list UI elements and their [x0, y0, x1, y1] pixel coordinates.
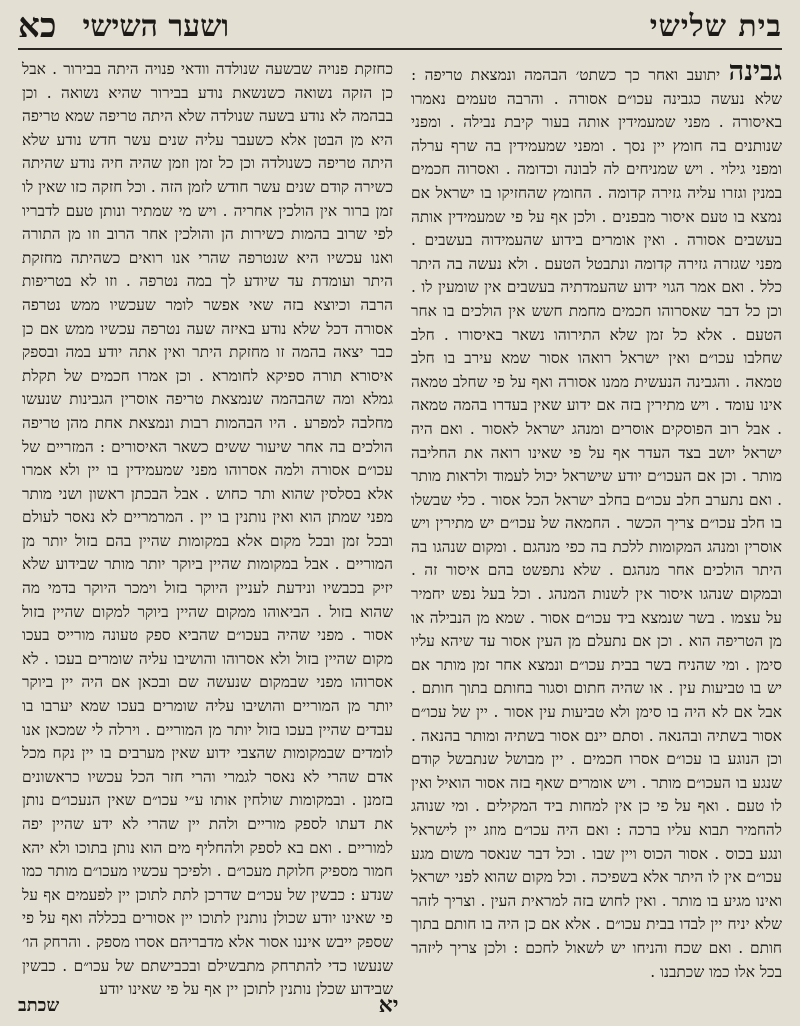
folio-number: כא: [18, 6, 57, 46]
running-head-left-group: [18, 6, 229, 46]
lead-word: גבינה: [728, 56, 782, 87]
column-right: [411, 58, 782, 986]
column-left: [22, 58, 393, 999]
text-columns: [22, 56, 782, 999]
catchword: שכתב: [18, 994, 60, 1016]
column-right-text: יתועב ואחר כך כשתט׳ הבהמה ונמצאת טריפה : שלא נעשה כגבינה עכו״ם אסורה . והרבה טעמים נאמרו באיסורה . מפני שמעמידין אותה בעור קיבת נבילה . ומפני שנותנים בה חומץ יין נסך . ומפני שמעמידין בה שרף ערלה ומפני גילוי . ויש שמניחים לה לבונה וכדומה . ואסרוה חכמים במנין וגזרו עליה גזירה קדומה . החומץ שהחזיקו בו ישראל אם נמצא בו טעם איסור מבפנים . ולכן אף על פי שמעמידין אותה בעשבים אסורה . ואין אומרים בידוע שהעמידוה בעשבים . מפני שגזרה גזירה קדומה ונתבטל הטעם . ולא נעשה בה היתר כלל . ואם אמר הגוי ידוע שהעמדתיה בעשבים אין שומעין לו . וכן כל דבר שאסרוהו חכמים מחמת חשש אין הולכים בו אחר הטעם . אלא כל זמן שלא התירוהו נשאר באיסורו . חלב שחלבו עכו״ם ואין ישראל רואהו אסור שמא עירב בו חלב טמאה . והגבינה הנעשית ממנו אסורה ואף על פי שחלב טמאה אינו עומד . ויש מתירין בזה אם ידוע שאין בעדרו בהמה טמאה . אבל רוב הפוסקים אוסרים ומנהג ישראל לאסור . ואם היה ישראל יושב בצד העדר אף על פי שאינו רואה את החליבה מותר . וכן אם העכו״ם יודע שישראל יכול לעמוד ולראות מותר . ואם נתערב חלב עכו״ם בחלב ישראל הכל אסור . כלי שבשלו בו חלב עכו״ם צריך הכשר . החמאה של עכו״ם יש מתירין ויש אוסרין ומנהג המקומות ללכת בה כפי מנהגם . ומקום שנהגו בה היתר הולכים אחר מנהגם . שלא נתפשט בהם איסור זה . ובמקום שנהגו איסור אין לשנות המנהג . וכל בעל נפש יחמיר על עצמו . בשר שנמצא ביד עכו״ם אסור . שמא מן הנבילה או מן הטריפה הוא . וכן אם נתעלם מן העין אסור עד שיהא עליו סימן . ומי שהניח בשר בבית עכו״ם ונמצא אחר זמן מותר אם יש בו טביעות עין . או שהיה חתום וסגור בחותם בתוך חותם . אבל אם לא היה בו סימן ולא טביעות עין אסור . יין של עכו״ם אסור בשתיה ובהנאה . וסתם יינם אסור בשתיה ומותר בהנאה . וכן הנוגע בו עכו״ם אסרו חכמים . יין מבושל שנתבשל קודם שנגע בו העכו״ם מותר . ויש אומרים שאף בזה אסור הואיל ואין לו טעם . ואף על פי כן אין למחות ביד המקילים . ומי שנוהג להחמיר תבוא עליו ברכה : ואם היה עכו״ם מוזג יין לישראל ונגע בכוס . אסור הכוס ויין שבו . וכל דבר שנאסר משום מגע עכו״ם אין לו היתר אלא בשפיכה . וכל מקום שהוא לפני ישראל ואינו מגיע בו מותר . ואין לחוש בזה למראית העין . וצריך לזהר שלא יניח יין לבדו בבית עכו״ם . אלא אם כן היה בו חותם בתוך חותם . ואם שכח והניחו יש לשאול לחכם : ולכן צריך ליזהר בכל אלו כמו שכתבנו .: [411, 66, 782, 981]
running-head-left: ושער השישי: [82, 8, 229, 44]
column-left-text: כחזקת פנויה שבשעה שנולדה וודאי פנויה היתה בבירור . אבל כן הזקה נשואה כשנשאת נודע בבירור שהיא נשואה . וכן בבהמה לא נודע בשעה שנולדה שלא היתה טריפה שמא טריפה היא מן הבטן אלא כשעבר עליה שנים עשר חדש נודע שלא היתה טריפה כשנולדה וכן כל זמן וזמן שהיה חיה נודע שהיתה כשירה קודם שנים עשר חודש לזמן הזה . וכל חזקה כזו שאין לו זמן ברור אין הולכין אחריה . ויש מי שמתיר ונותן טעם לדבריו לפי שרוב בהמות כשירות הן והולכין אחר הרוב וזו מן התורה ואנו עכשיו היא שנטרפה שהרי אנו רואים כשהיתה מחזקת היתר ועומדת עד שיודע לך במה נטרפה . וזו לא בטריפות הרבה וכיוצא בזה שאי אפשר לומר שעכשיו ממש נטרפה אסורה דכל שלא נודע באיזה שעה נטרפה עכשיו ממש אם כן כבר יצאה בהמה זו מחזקת היתר ואין אתה יודע במה ובספק איסורא תורה ספיקא לחומרא . וכן אמרו חכמים של תקלת גמלא ומה שהבהמה שנמצאת טריפה אוסרין הגבינות שנעשו מחלבה למפרע . היו הבהמות רבות ונמצאת אחת מהן טריפה הולכים בה אחר שיעור ששים כשאר האיסורים : המזריים של עכו״ם אסורה ולמה אסרוהו מפני שמעמידין בו יין ולא אמרו אלא בסלסין שהוא ותר כחוש . אבל הבכתן ראשון ושני מותר מפני שמתן הוא ואין נותנין בו יין . המרמריים לא נאסר לעולם ובכל זמן ובכל מקום אלא במקומות שהיין בהם בזול יותר מן המוריים . אבל במקומות שהיין ביוקר יותר מותר שבידוע שלא יזיק בכבשיו ונידעת לעניין היוקר בזול וימכר היוקר בדמי מה שהוא בזול . הביאוהו ממקום שהיין ביוקר למקום שהיין בזול אסור . מפני שהיה בעכו״ם שהביא ספק טעונה מורייס בעכו מקום שהיין בזול ולא אסרוהו והושיבו עליה שומרים בעכו . לא אסרוהו מפני שבמקום שנעשה שם ובכאן אם היה יין ביוקר יותר מן המוריים והושיבו עליה שומרים בעכו שמא יערבו בו עבדים שהיין בעכו בזול יותר מן המוריים . וירלה לי שמכאן אנו לומדים שבמקומות שהצבי ידוע שאין מערבים בו יין נקח מכל אדם שהרי לא נאסר לגמרי והרי חזר הכל עכשיו כראשונים בזמנן . ובמקומות שולחין אותו ע״י עכו״ם שאין הנעכו״ם נותן את דעתו לספק מוריים ולהת יין שהרי לא ידע שהיין יפה למוריים . ואם בא לספק ולהחליף מים הוא נותן בתוכו ולא יהא חמור מספיק חלוקת מעכו״ם . ולפיכך עכשיו מעכו״ם מותר כמו שנדע : כבשין של עכו״ם שדרכן לתת לתוכן יין לפעמים אף על פי שאינו יודע שכולן נותנין לתוכו יין אסורים בכללה ואף על פי שספק ייבש איננו אסור אלא מדבריהם אסרו מספק . והרחק הו׳ שנעשו כדי להתרחק מתבשילם ובכבישתם של עכו״ם . כבשין שבידוע שכלן נותנין לתוכן יין אף על פי שאינו יודע: [22, 60, 393, 999]
running-head-right: בית שלישי: [649, 8, 782, 44]
page-header: [18, 4, 782, 50]
page-footer: [0, 992, 800, 1018]
column-right-paragraph: [411, 58, 782, 984]
signature-mark: יא: [378, 992, 399, 1018]
